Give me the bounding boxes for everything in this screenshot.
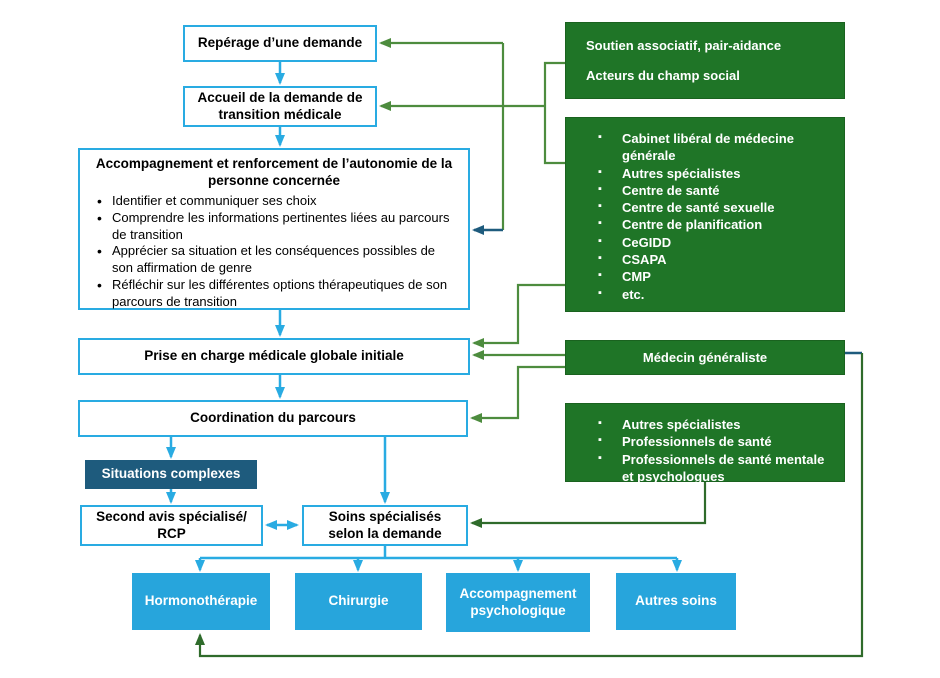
node-chirurgie: Chirurgie	[295, 573, 422, 630]
panel-structures-sante	[565, 117, 845, 312]
node-situations-complexes: Situations complexes	[85, 460, 257, 489]
list-item: ▪ CMP	[596, 268, 828, 285]
arrow-structures-prise	[474, 285, 565, 343]
list-item: ▪ etc.	[596, 286, 828, 303]
node-coordination: Coordination du parcours	[78, 400, 468, 437]
link-soutien-structures	[545, 63, 565, 163]
arrow-medecin-coordination	[472, 367, 565, 418]
bullet-item: • Identifier et communiquer ses choix	[94, 193, 458, 210]
list-item: ▪ Centre de santé	[596, 182, 828, 199]
panel-professionnels	[565, 403, 845, 482]
list-item: ▪ Professionnels de santé	[596, 433, 828, 450]
arrow-professionnels-soins	[472, 482, 705, 523]
node-hormonotherapie: Hormonothérapie	[132, 573, 270, 630]
list-item: ▪ Autres spécialistes	[596, 165, 828, 182]
bullet-item: • Comprendre les informations pertinentes liées au parcours de transition	[94, 210, 458, 244]
panel-medecin-generaliste: Médecin généraliste	[565, 340, 845, 375]
node-accueil-demande: Accueil de la demande de transition médicale	[183, 86, 377, 127]
node-autres-soins: Autres soins	[616, 573, 736, 630]
structures-list	[566, 130, 834, 303]
list-item: ▪ Cabinet libéral de médecine générale	[596, 130, 828, 165]
bullet-item: • Réfléchir sur les différentes options thérapeutiques de son parcours de transition	[94, 277, 458, 311]
node-prise-en-charge: Prise en charge médicale globale initiale	[78, 338, 470, 375]
list-item: ▪ CeGIDD	[596, 234, 828, 251]
list-item: ▪ Centre de santé sexuelle	[596, 199, 828, 216]
node-accompagnement	[78, 148, 470, 310]
list-item: ▪ CSAPA	[596, 251, 828, 268]
list-item: ▪ Professionnels de santé mentale et psychologues	[596, 451, 828, 486]
panel-soutien-associatif	[565, 22, 845, 99]
node-reperage-demande: Repérage d’une demande	[183, 25, 377, 62]
bullet-item: • Apprécier sa situation et les conséquences possibles de son affirmation de genre	[94, 243, 458, 277]
list-item: ▪ Autres spécialistes	[596, 416, 828, 433]
accompagnement-title: Accompagnement et renforcement de l’autonomie de la personne concernée	[95, 156, 453, 188]
professionnels-list	[566, 416, 834, 485]
acteurs-champ-social-line: Acteurs du champ social	[586, 67, 740, 83]
node-second-avis: Second avis spécialisé/ RCP	[80, 505, 263, 546]
list-item: ▪ Centre de planification	[596, 216, 828, 233]
accompagnement-bullet-list	[90, 193, 458, 311]
node-accompagnement-psychologique: Accompagnement psychologique	[446, 573, 590, 632]
node-soins-specialises: Soins spécialisés selon la demande	[302, 505, 468, 546]
soutien-line: Soutien associatif, pair-aidance	[586, 37, 782, 53]
